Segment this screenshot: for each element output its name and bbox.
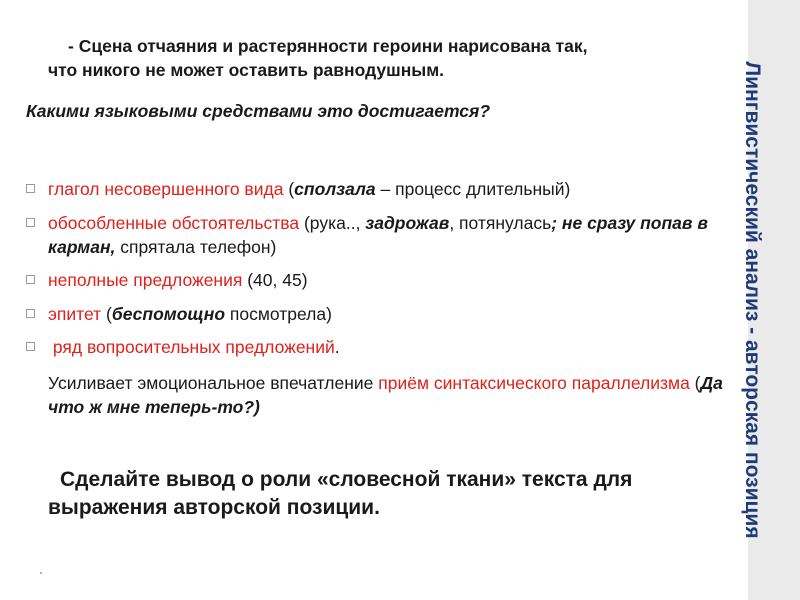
bullet-icon [26, 342, 35, 351]
item-text: , потянулась [449, 212, 552, 233]
list-item [26, 302, 726, 326]
bullet-icon [26, 309, 35, 318]
item-text: спрятала телефон) [115, 236, 277, 257]
item-text: ( [101, 303, 112, 324]
item-example: задрожав [365, 212, 450, 233]
item-term: обособленные обстоятельства [48, 212, 300, 233]
item-text: (40, 45) [242, 270, 308, 290]
item-text: посмотрела) [225, 303, 332, 324]
intro-line-2: что никого не может оставить равнодушным. [48, 60, 445, 80]
device-list [26, 177, 726, 369]
list-item [26, 177, 726, 201]
footer-dot [40, 572, 42, 574]
intro-line-1: - Сцена отчаяния и растерянности героини нарисована так, [68, 36, 588, 56]
item-term: глагол несовершенного вида [48, 179, 284, 199]
summary-text [48, 371, 738, 419]
list-item [26, 211, 726, 259]
question-heading: Какими языковыми средствами это достигается? [26, 101, 491, 121]
summary-term: приём синтаксического параллелизма [378, 373, 690, 393]
vertical-title: Лингвистический анализ - авторская позиция [741, 61, 764, 539]
item-example: беспомощно [111, 303, 226, 324]
item-text: (рука.., [299, 212, 366, 233]
item-term: ряд вопросительных предложений [48, 337, 335, 357]
bullet-icon [26, 218, 35, 227]
item-term: эпитет [48, 303, 102, 324]
conclusion-text [48, 466, 748, 522]
intro-text [48, 34, 748, 82]
item-example: сползала [294, 179, 376, 199]
conclusion-label: Сделайте вывод о роли «словесной ткани» текста для выражения авторской позиции. [48, 468, 633, 519]
summary-example: Да что ж мне теперь-то?) [48, 373, 723, 417]
item-term: неполные предложения [48, 270, 243, 290]
list-item [26, 335, 726, 359]
bullet-icon [26, 275, 35, 284]
item-text: – процесс длительный) [375, 179, 571, 199]
item-example: ; не сразу попав в карман, [48, 212, 708, 257]
summary-part: ( [689, 373, 701, 393]
list-item [26, 268, 726, 292]
summary-part: Усиливает эмоциональное впечатление [48, 373, 379, 393]
item-text: ( [283, 179, 295, 199]
bullet-icon [26, 184, 35, 193]
item-text: . [334, 337, 340, 357]
